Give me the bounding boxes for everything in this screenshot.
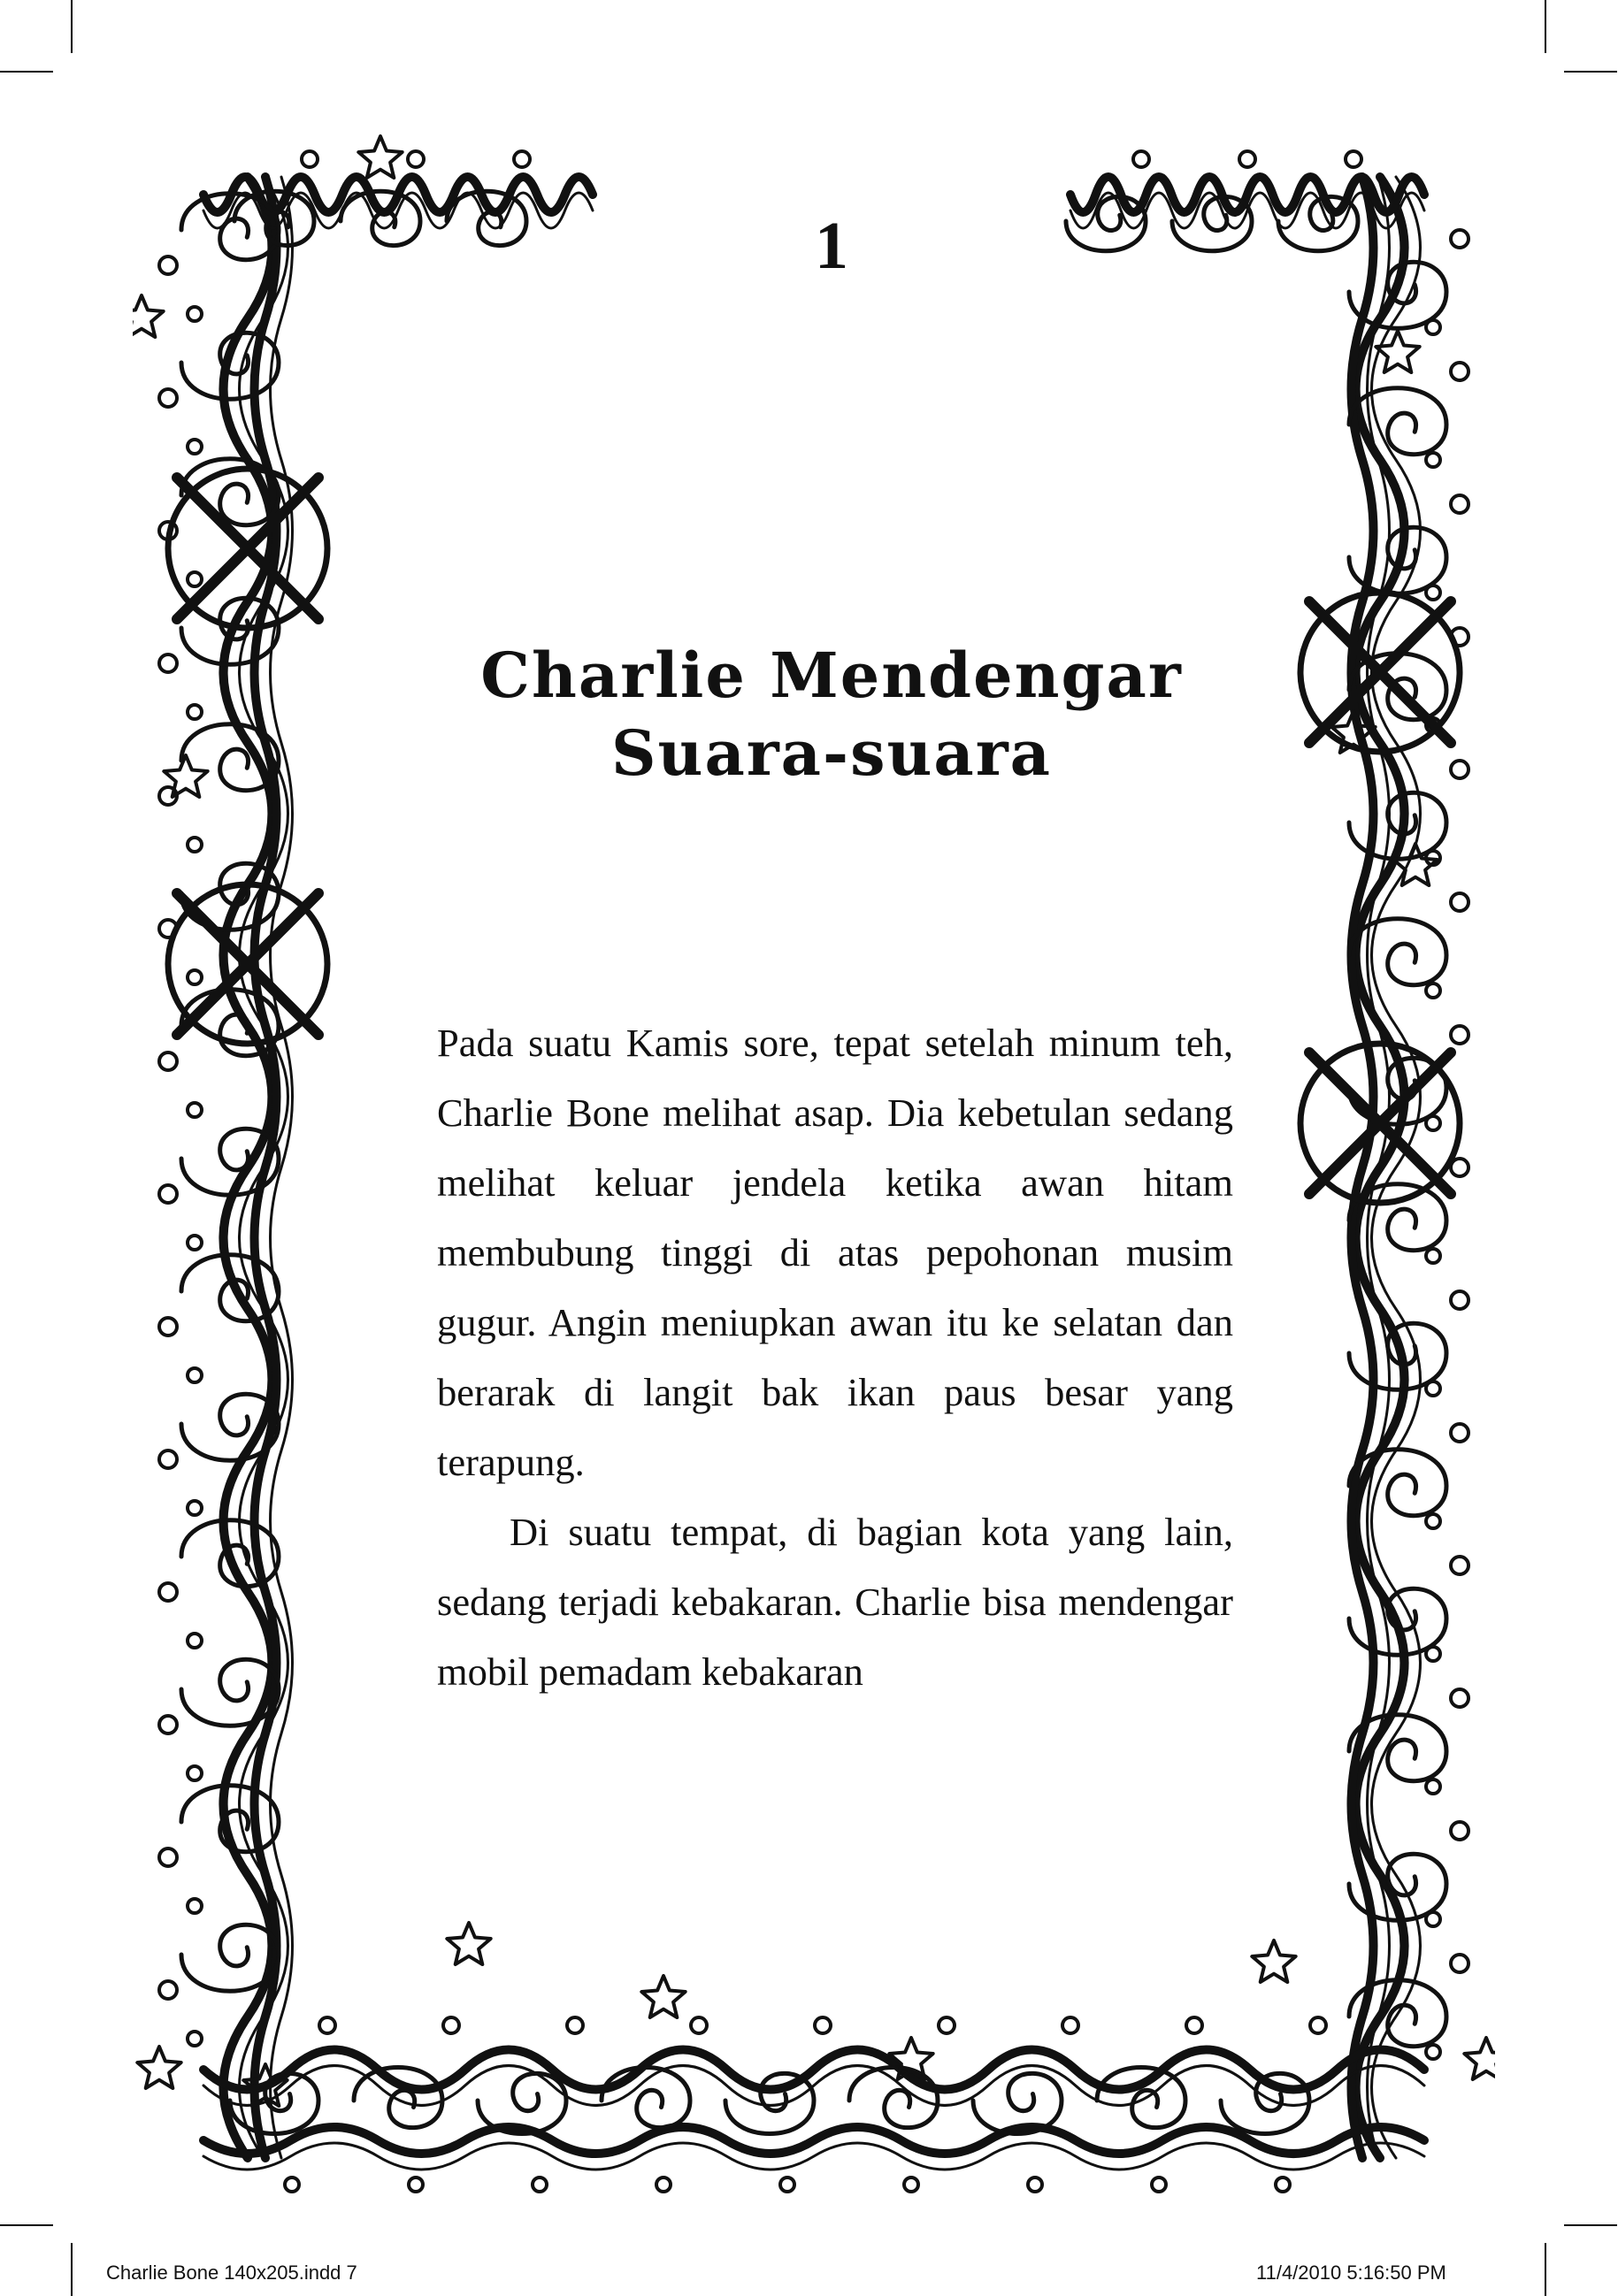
swirl-icon (602, 2068, 690, 2128)
bead-icon (1062, 2017, 1078, 2033)
bead-icon (188, 970, 202, 984)
bead-icon (159, 256, 177, 274)
bead-icon (1451, 1955, 1468, 1972)
chapter-body (437, 1008, 1233, 1707)
crop-mark (0, 71, 53, 73)
bead-icon (1276, 2177, 1290, 2192)
bead-icon (409, 2177, 423, 2192)
swirl-icon (341, 191, 420, 245)
bead-icon (159, 1583, 177, 1601)
star-icon (137, 2047, 180, 2088)
bead-icon (302, 151, 318, 167)
bead-icon (1451, 761, 1468, 778)
bead-icon (188, 572, 202, 586)
chapter-title-line: Charlie Mendengar (480, 639, 1183, 712)
crop-mark (1545, 0, 1546, 53)
star-icon (358, 136, 402, 178)
bead-icon (1426, 1647, 1440, 1661)
star-icon (1252, 1940, 1295, 1982)
bead-icon (567, 2017, 583, 2033)
bead-icon (188, 705, 202, 719)
bead-icon (1133, 151, 1149, 167)
bead-icon (904, 2177, 918, 2192)
bead-icon (159, 1318, 177, 1336)
bead-icon (159, 1981, 177, 1999)
bead-icon (1426, 983, 1440, 998)
bead-icon (1451, 1689, 1468, 1707)
bead-icon (1239, 151, 1255, 167)
bead-icon (319, 2017, 335, 2033)
bead-icon (1426, 1514, 1440, 1528)
crop-mark (1545, 2243, 1546, 2296)
star-icon (1464, 2038, 1495, 2079)
bead-icon (188, 1368, 202, 1382)
swirl-icon (354, 2068, 442, 2128)
bead-icon (285, 2177, 299, 2192)
bead-icon (159, 1052, 177, 1070)
bead-icon (1426, 1249, 1440, 1263)
bead-icon (1451, 230, 1468, 248)
bead-icon (188, 838, 202, 852)
bead-icon (159, 1185, 177, 1203)
swirl-icon (181, 1925, 279, 1991)
bead-icon (1426, 1381, 1440, 1396)
bead-icon (188, 307, 202, 321)
star-icon (1376, 331, 1419, 372)
swirl-icon (1349, 1184, 1446, 1251)
bead-icon (188, 440, 202, 454)
paragraph: Di suatu tempat, di bagian kota yang lain, sedang terjadi kebakaran. Charlie bisa mendengar mobil pemadam kebakaran (437, 1510, 1233, 1694)
star-icon (641, 1976, 685, 2017)
bead-icon (443, 2017, 459, 2033)
star-icon (889, 2038, 932, 2079)
bead-icon (188, 1236, 202, 1250)
bead-icon (188, 1634, 202, 1648)
crop-mark (0, 2224, 53, 2226)
bead-icon (1310, 2017, 1326, 2033)
bead-icon (159, 1716, 177, 1733)
swirl-icon (1097, 2068, 1185, 2128)
bead-icon (1451, 1822, 1468, 1840)
crossed-branches-icon (1309, 601, 1451, 743)
bead-icon (1426, 1779, 1440, 1794)
swirl-icon (1349, 919, 1446, 985)
star-icon (164, 755, 207, 797)
bead-icon (159, 389, 177, 407)
bead-icon (815, 2017, 831, 2033)
bead-icon (159, 1450, 177, 1468)
chapter-title (433, 637, 1230, 792)
bead-icon (188, 1103, 202, 1117)
crop-mark (1564, 2224, 1617, 2226)
bead-icon (1426, 320, 1440, 334)
bead-icon (159, 654, 177, 672)
chapter-title-line: Suara-suara (611, 716, 1052, 790)
bead-icon (656, 2177, 671, 2192)
bead-icon (1451, 1424, 1468, 1442)
bead-icon (691, 2017, 707, 2033)
bead-icon (1426, 1116, 1440, 1130)
bead-icon (1426, 585, 1440, 600)
bead-icon (159, 1848, 177, 1866)
bead-icon (1152, 2177, 1166, 2192)
footer-timestamp: 11/4/2010 5:16:50 PM (1256, 2262, 1446, 2284)
crop-mark (71, 0, 73, 53)
bead-icon (1451, 495, 1468, 513)
bead-icon (1186, 2017, 1202, 2033)
bead-icon (1451, 1291, 1468, 1309)
bead-icon (1451, 893, 1468, 911)
bead-icon (1451, 1026, 1468, 1044)
bead-icon (514, 151, 530, 167)
bead-icon (780, 2177, 794, 2192)
bead-icon (188, 2032, 202, 2046)
bead-icon (188, 1899, 202, 1913)
star-icon (447, 1923, 490, 1964)
bead-icon (1451, 1557, 1468, 1574)
bead-icon (188, 1501, 202, 1515)
bead-icon (1451, 363, 1468, 380)
bead-icon (533, 2177, 547, 2192)
footer-file-info: Charlie Bone 140x205.indd 7 (106, 2262, 357, 2284)
bead-icon (408, 151, 424, 167)
star-icon (133, 295, 164, 337)
paragraph: Pada suatu Kamis sore, tepat setelah minum teh, Charlie Bone melihat asap. Dia kebetulan sedang melihat keluar jendela ketika awan hitam membubung tinggi di atas pepohonan musim gugur. Angin meniupkan awan itu ke selatan dan berarak di langit bak ikan paus besar yang terapung. (437, 1021, 1233, 1484)
bead-icon (1426, 1912, 1440, 1926)
bead-icon (1426, 453, 1440, 467)
bead-icon (1426, 2045, 1440, 2059)
crop-mark (1564, 71, 1617, 73)
bead-icon (1028, 2177, 1042, 2192)
bead-icon (188, 1766, 202, 1780)
crop-mark (71, 2243, 73, 2296)
bead-icon (939, 2017, 955, 2033)
chapter-number: 1 (815, 209, 848, 283)
bead-icon (1346, 151, 1361, 167)
